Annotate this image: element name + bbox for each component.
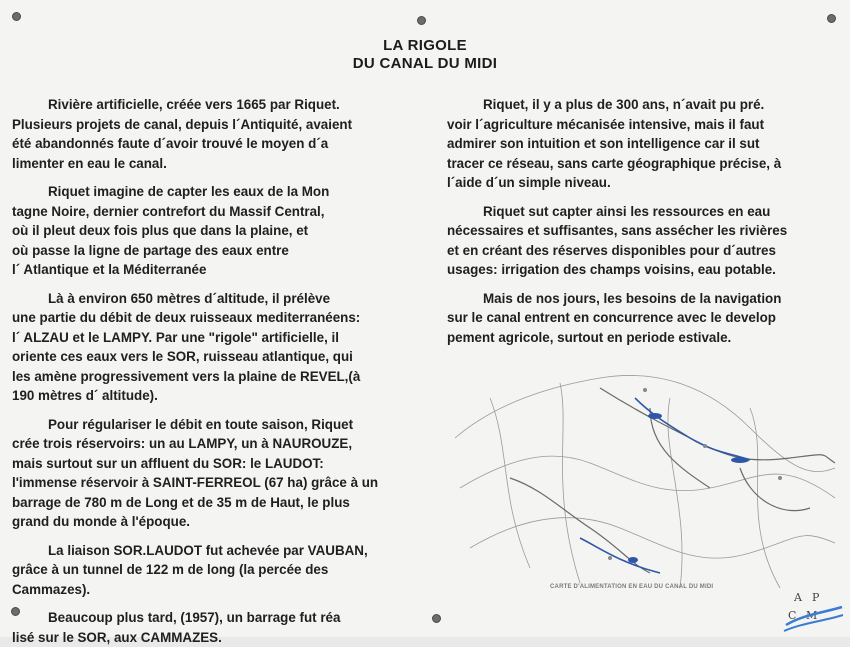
paragraph-gap xyxy=(447,193,839,202)
map-reservoir xyxy=(628,557,638,563)
text-line: Riquet imagine de capter les eaux de la Mon xyxy=(12,182,416,202)
text-line: l´ Atlantique et la Méditerranée xyxy=(12,260,416,280)
map-river xyxy=(650,408,710,488)
right-text-column xyxy=(447,95,839,347)
map-canal xyxy=(580,538,660,573)
map-reservoir xyxy=(731,457,749,463)
text-line: tracer ce réseau, sans carte géographique précise, à xyxy=(447,154,839,174)
text-line: Plusieurs projets de canal, depuis l´Antiquité, avaient xyxy=(12,115,416,135)
text-line: Mais de nos jours, les besoins de la navigation xyxy=(447,289,839,309)
text-line: limenter en eau le canal. xyxy=(12,154,416,174)
text-line: grand du monde à l'époque. xyxy=(12,512,416,532)
text-line: Beaucoup plus tard, (1957), un barrage fut réa xyxy=(12,608,416,628)
text-line: grâce à un tunnel de 122 m de long (la percée des xyxy=(12,560,416,580)
svg-text:C: C xyxy=(788,609,796,622)
map-canal xyxy=(635,398,750,460)
map-caption: CARTE D'ALIMENTATION EN EAU DU CANAL DU MIDI xyxy=(550,584,750,590)
map-contour xyxy=(470,518,835,559)
canal-feed-map xyxy=(450,368,838,596)
text-line: barrage de 780 m de Long et de 35 m de Haut, le plus xyxy=(12,493,416,513)
text-line: crée trois réservoirs: un au LAMPY, un à NAUROUZE, xyxy=(12,434,416,454)
text-line: l´ ALZAU et le LAMPY. Par une "rigole" artificielle, il xyxy=(12,328,416,348)
text-line: une partie du débit de deux ruisseaux mediterranéens: xyxy=(12,308,416,328)
map-town xyxy=(643,388,647,392)
map-contour xyxy=(750,408,780,588)
paragraph-gap xyxy=(12,532,416,541)
text-line: tagne Noire, dernier contrefort du Massif Central, xyxy=(12,202,416,222)
text-line: sur le canal entrent en concurrence avec le develop xyxy=(447,308,839,328)
text-line: Cammazes). xyxy=(12,580,416,600)
text-line: été abandonnés faute d´avoir trouvé le moyen d´a xyxy=(12,134,416,154)
text-line: 190 mètres d´ altitude). xyxy=(12,386,416,406)
map-contour xyxy=(490,398,530,568)
map-contour xyxy=(560,383,580,583)
title-line-1: LA RIGOLE xyxy=(250,37,600,54)
map-town xyxy=(608,556,612,560)
text-line: Rivière artificielle, créée vers 1665 par Riquet. xyxy=(12,95,416,115)
svg-text:M: M xyxy=(806,609,817,622)
text-line: oriente ces eaux vers le SOR, ruisseau atlantique, qui xyxy=(12,347,416,367)
svg-text:A: A xyxy=(793,591,803,604)
text-line: Pour régulariser le débit en toute saison, Riquet xyxy=(12,415,416,435)
screw-bottom-center xyxy=(432,614,441,623)
text-line: nécessaires et suffisantes, sans assécher les rivières xyxy=(447,221,839,241)
text-line: mais surtout sur un affluent du SOR: le LAUDOT: xyxy=(12,454,416,474)
text-line: Riquet, il y a plus de 300 ans, n´avait pu pré. xyxy=(447,95,839,115)
text-line: et en créant des réserves disponibles pour d´autres xyxy=(447,241,839,261)
text-line: admirer son intuition et son intelligence car il sut xyxy=(447,134,839,154)
text-line: où passe la ligne de partage des eaux entre xyxy=(12,241,416,261)
paragraph-gap xyxy=(12,599,416,608)
map-town xyxy=(703,444,707,448)
text-line: où il pleut deux fois plus que dans la plaine, et xyxy=(12,221,416,241)
text-line: La liaison SOR.LAUDOT fut achevée par VAUBAN, xyxy=(12,541,416,561)
screw-top-right xyxy=(827,14,836,23)
text-line: Là à environ 650 mètres d´altitude, il prélève xyxy=(12,289,416,309)
paragraph-gap xyxy=(12,406,416,415)
text-line: l'immense réservoir à SAINT-FERREOL (67 ha) grâce à un xyxy=(12,473,416,493)
text-line: les amène progressivement vers la plaine de REVEL,(à xyxy=(12,367,416,387)
map-town xyxy=(778,476,782,480)
text-line: l´aide d´un simple niveau. xyxy=(447,173,839,193)
text-line: Riquet sut capter ainsi les ressources en eau xyxy=(447,202,839,222)
paragraph-gap xyxy=(447,280,839,289)
text-line: usages: irrigation des champs voisins, eau potable. xyxy=(447,260,839,280)
paragraph-gap xyxy=(12,173,416,182)
svg-text:P: P xyxy=(812,591,820,604)
apcm-logo xyxy=(782,585,844,633)
left-text-column xyxy=(12,95,416,647)
text-line: pement agricole, surtout en periode estivale. xyxy=(447,328,839,348)
screw-top-center xyxy=(417,16,426,25)
text-line: lisé sur le SOR, aux CAMMAZES. xyxy=(12,628,416,647)
text-line: voir l´agriculture mécanisée intensive, mais il faut xyxy=(447,115,839,135)
map-reservoir xyxy=(648,413,662,419)
paragraph-gap xyxy=(12,280,416,289)
title-line-2: DU CANAL DU MIDI xyxy=(250,55,600,72)
screw-top-left xyxy=(12,12,21,21)
